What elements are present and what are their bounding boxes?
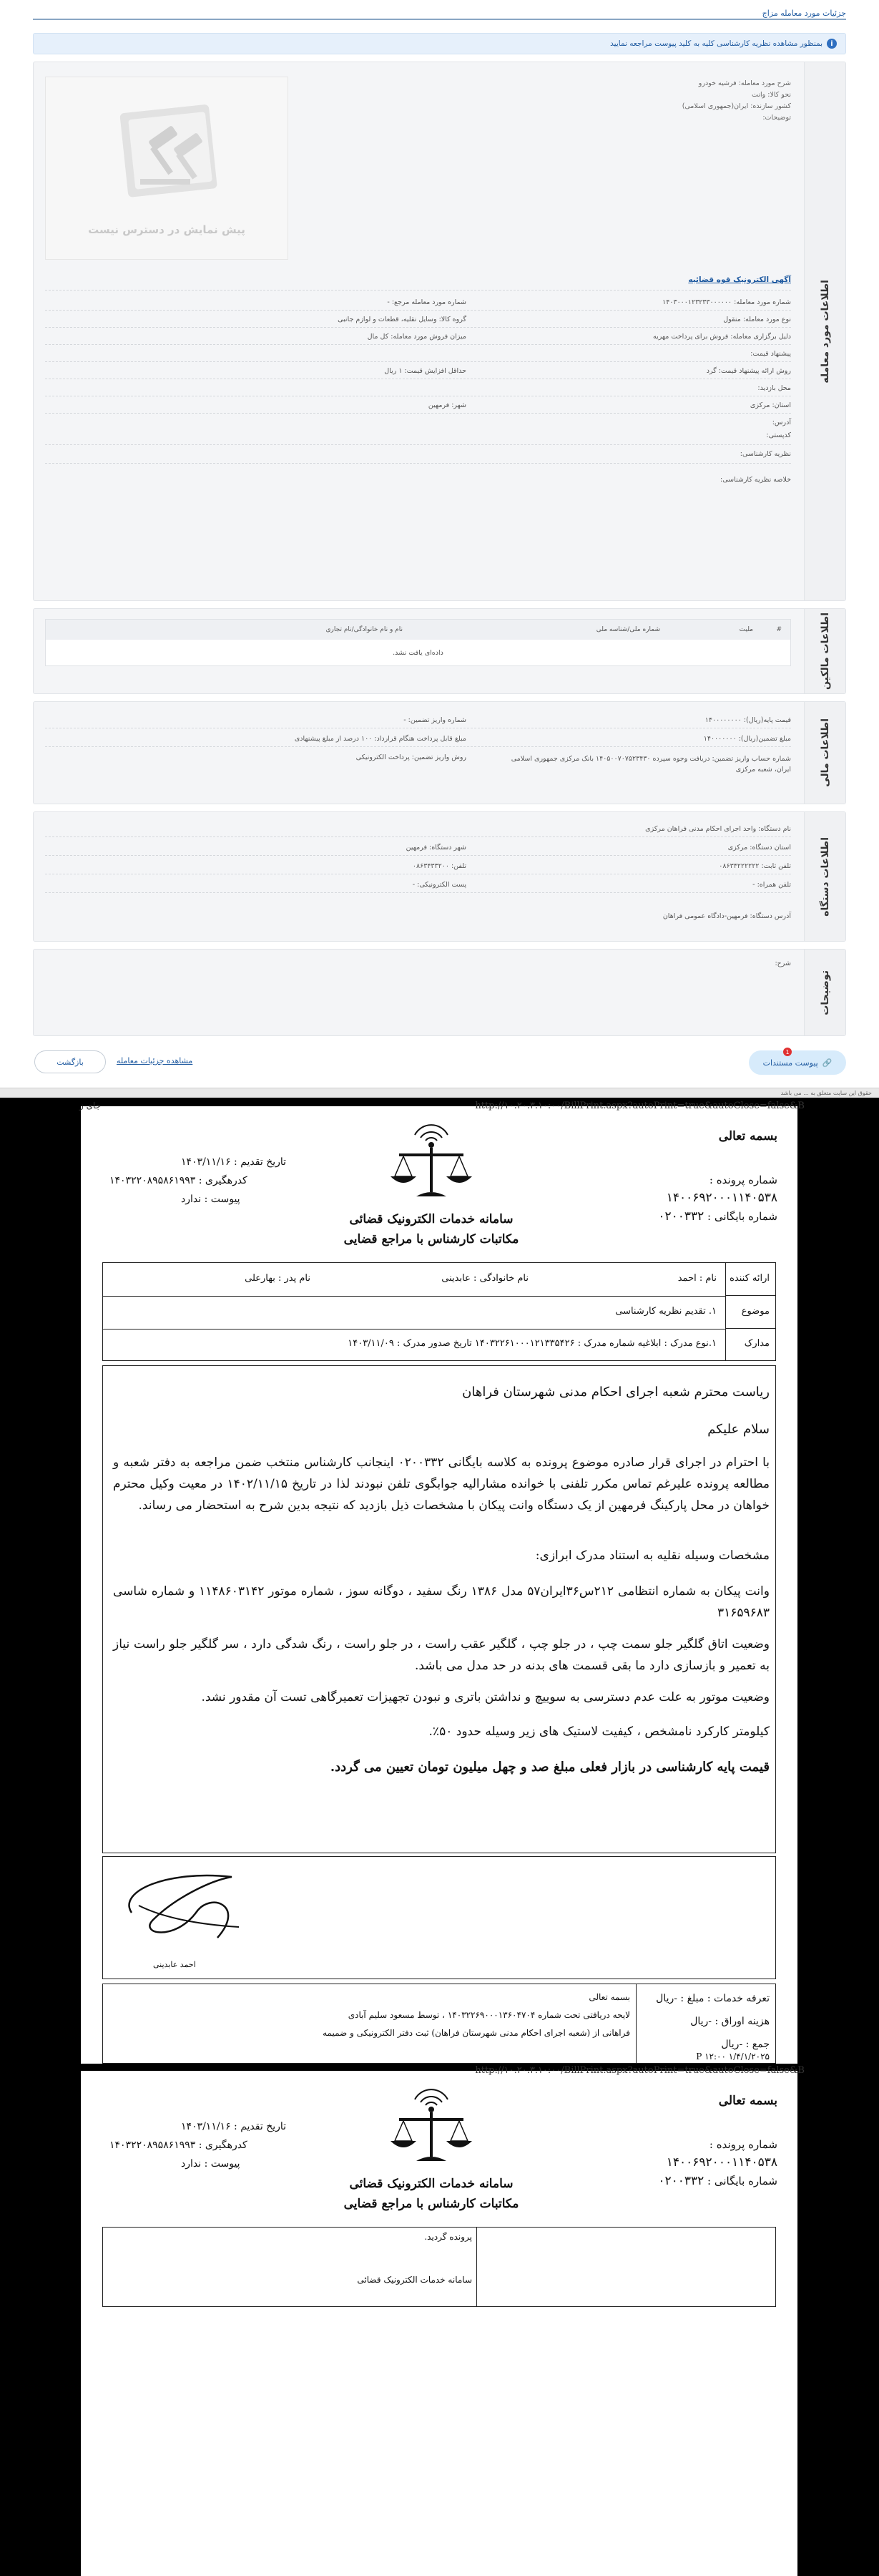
notice-bar xyxy=(33,33,846,54)
docs-value: ۱.نوع مدرک : ابلاغیه شماره مدرک : ۱۴۰۳۲۲۶۱۰۰۰۱۲۱۳۳۵۴۲۶ تاریخ صدور مدرک : ۱۴۰۳/۱۱/۰۹ xyxy=(348,1338,717,1349)
back-button[interactable]: بازگشت xyxy=(34,1050,106,1073)
page-title: جزئیات مورد معامله مزاج xyxy=(762,9,846,18)
field-landline: تلفن ثابت: ۰۸۶۳۴۲۲۲۲۲۲ xyxy=(719,862,791,870)
field-visit-place: محل بازدید: xyxy=(757,384,791,392)
attachments-label: پیوست مستندات xyxy=(762,1058,818,1068)
presenter-label: ارائه کننده xyxy=(730,1273,770,1284)
field-device-address: آدرس دستگاه: فرمهین-دادگاه عمومی فراهان xyxy=(662,912,791,920)
divider xyxy=(45,855,791,856)
divider xyxy=(45,327,791,328)
deal-description: شرح مورد معامله: فرشیه خودرو نحو کالا: وانت کشور سازنده: ایران(جمهوری اسلامی) توضیحات: xyxy=(682,79,791,122)
field-expert-opinion: نظریه کارشناسی: xyxy=(740,450,791,458)
deal-details-page xyxy=(0,0,879,1095)
divider xyxy=(45,344,791,345)
presenter-family: نام خانوادگی : عابدینی xyxy=(441,1273,529,1284)
cell xyxy=(476,2228,775,2306)
section-description xyxy=(33,949,846,1036)
paragraph-price: قیمت پایه کارشناسی در بازار فعلی مبلغ صد و چهل میلیون تومان تعیین می گردد. xyxy=(330,1760,770,1775)
service-fee: تعرفه خدمات : مبلغ : -ریال xyxy=(656,1993,770,2004)
case-number-value-2: ۱۴۰۰۶۹۲۰۰۰۱۱۴۰۵۳۸ xyxy=(666,2155,777,2170)
field-device-name: نام دستگاه: واحد اجرای احکام مدنی فراهان مرکزی xyxy=(645,825,791,833)
paragraph-body-condition: وضعیت اتاق گلگیر جلو سمت چپ ، در جلو چپ ، گلگیر عقب راست ، در جلو راست ، رنگ شدگی دارد ، سر گلگیر جلو راست نیاز به تعمیر و بازسازی دارد ما بقی قسمت های بدنه در حد مدل می باشد. xyxy=(113,1637,770,1673)
paragraph-specs-title: مشخصات وسیله نقلیه به استناد مدرک ابرازی: xyxy=(535,1548,770,1563)
col-nationality: ملیت xyxy=(739,626,753,633)
field-payment-method: روش واریز تضمین: پرداخت الکترونیکی xyxy=(355,753,466,761)
section-description-label: توضیحات xyxy=(804,950,845,1035)
document-viewer xyxy=(0,1098,879,2576)
field-min-increase: حداقل افزایش قیمت: ۱ ریال xyxy=(384,367,466,375)
field-goods-group: گروه کالا: وسایل نقلیه، قطعات و لوازم جانبی xyxy=(338,316,466,323)
signer-name: احمد عابدینی xyxy=(153,1960,196,1969)
subject-value: ۱. تقدیم نظریه کارشناسی xyxy=(615,1306,717,1317)
print-url: http://۱۰.۲۰.۳.۱۰:۰۰/BillPrint.aspx?autoPrint=true&autoClose=false&B xyxy=(475,1101,805,1111)
received-text: پرونده گردید. xyxy=(424,2232,472,2242)
section-deal-info xyxy=(33,62,846,601)
col-national-id: شماره ملی/شناسه ملی xyxy=(596,626,660,633)
presenter-name: نام : احمد xyxy=(677,1273,717,1284)
field-deal-reason: دلیل برگزاری معامله: فروش برای پرداخت مهریه xyxy=(652,333,791,341)
subject-label: موضوع xyxy=(741,1306,770,1317)
chop-mark: جای ز xyxy=(79,1101,102,1111)
footer-band: حقوق این سایت متعلق به ... می باشد xyxy=(0,1088,879,1098)
office-name-2: مکاتبات کارشناس با مراجع قضایی xyxy=(343,2197,519,2211)
paragraph-vehicle: وانت پیکان به شماره انتظامی ۲۱۲س۳۶ایران۵۷ مدل ۱۳۸۶ رنگ سفید ، دوگانه سوز ، شماره موتور ۱۱۴۸۶۰۳۱۴۲ و شماره شاسی ۳۱۶۵۹۶۸۳ xyxy=(113,1584,770,1620)
paragraph-tires: کیلومتر کارکرد نامشخص ، کیفیت لاستیک های زیر وسیله حدود ۵۰٪. xyxy=(428,1724,770,1739)
greeting: سلام علیکم xyxy=(707,1422,770,1437)
field-base-price: قیمت پایه(ریال): ۱۴۰۰۰۰۰۰۰۰ xyxy=(704,716,791,724)
signature-box xyxy=(102,1856,776,1979)
field-deal-type: نوع مورد معامله: منقول xyxy=(723,316,791,323)
system-name: سامانه خدمات الکترونیک قضائی xyxy=(349,1212,514,1226)
image-placeholder xyxy=(45,77,288,260)
tracking-code-2: کدرهگیری : ۱۴۰۳۲۲۰۸۹۵۸۶۱۹۹۳ xyxy=(109,2140,247,2151)
divider xyxy=(45,361,791,362)
field-guarantee-number: شماره واریز تضمین: - xyxy=(403,716,466,724)
field-city: شهر: فرمهین xyxy=(428,401,466,409)
section-device-label: اطلاعات دستگاه xyxy=(804,812,845,941)
attachment-info: پیوست : ندارد xyxy=(181,1194,240,1205)
receipt-continuation-box xyxy=(102,2227,776,2307)
field-ref-number: شماره مورد معامله مرجع: - xyxy=(387,298,466,306)
case-number-label-2: شماره پرونده : xyxy=(709,2138,777,2151)
fees-receipt-box xyxy=(102,1984,776,2064)
info-table xyxy=(102,1262,776,1361)
section-owners xyxy=(33,608,846,694)
page-mark: of ۱ xyxy=(82,2046,97,2057)
col-name: نام و نام خانوادگی/نام تجاری xyxy=(325,626,403,633)
print-timestamp: ۱/۴/۱/۲۰۲۵ ۱۲:۰۰ P xyxy=(696,2051,770,2062)
presenter-father: نام پدر : بهارعلی xyxy=(245,1273,310,1284)
field-phone: تلفن: ۰۸۶۳۴۳۳۲۰۰ xyxy=(412,862,466,870)
case-number-label: شماره پرونده : xyxy=(709,1174,777,1186)
tracking-code: کدرهگیری : ۱۴۰۳۲۲۰۸۹۵۸۶۱۹۹۳ xyxy=(109,1175,247,1186)
section-device xyxy=(33,811,846,942)
section-deal-label: اطلاعات مورد معامله xyxy=(804,62,845,600)
section-owners-label: اطلاعات مالکین xyxy=(804,609,845,693)
field-address: آدرس: xyxy=(772,419,791,426)
archive-line: شماره بایگانی : ۰۲۰۰۳۳۲ xyxy=(658,1209,777,1224)
attachments-count-badge: 1 xyxy=(783,1048,792,1056)
submission-date-2: تاریخ تقدیم : ۱۴۰۳/۱۱/۱۶ xyxy=(181,2121,287,2132)
paper-cost: هزینه اوراق : -ریال xyxy=(690,2016,770,2027)
attachment-icon: 🔗 xyxy=(822,1058,833,1068)
field-device-city: شهر دستگاه: فرمهین xyxy=(406,844,466,852)
section-finance xyxy=(33,701,846,804)
field-sale-amount: میزان فروش مورد معامله: کل مال xyxy=(367,333,466,341)
signature-image xyxy=(110,1863,253,1956)
section-finance-label: اطلاعات مالی xyxy=(804,702,845,804)
gavel-image-icon xyxy=(106,100,227,208)
archive-line-2: شماره بایگانی : ۰۲۰۰۳۳۲ xyxy=(658,2174,777,2188)
divider xyxy=(45,463,791,464)
cell xyxy=(103,1329,725,1330)
field-payable-amount: مبلغ قابل پرداخت هنگام قرارداد: ۱۰۰ درصد از مبلغ پیشنهادی xyxy=(294,735,466,743)
system-text: سامانه خدمات الکترونیک قضائی xyxy=(357,2275,472,2285)
letter-body xyxy=(102,1365,776,1853)
salutation: ریاست محترم شعبه اجرای احکام مدنی شهرستان فراهان xyxy=(462,1385,770,1400)
divider xyxy=(45,836,791,837)
field-description: شرح: xyxy=(775,960,791,967)
divider xyxy=(45,310,791,311)
divider xyxy=(45,413,791,414)
submission-date: تاریخ تقدیم : ۱۴۰۳/۱۱/۱۶ xyxy=(181,1156,287,1168)
field-guarantee-amount: مبلغ تضمین(ریال): ۱۴۰۰۰۰۰۰۰ xyxy=(703,735,791,743)
view-deal-details-link[interactable]: مشاهده جزئیات معامله xyxy=(117,1056,193,1065)
field-postal-code: کدپستی: xyxy=(766,431,791,439)
notice-text: بمنظور مشاهده نظریه کارشناسی کلیه به کلید پیوست مراجعه نمایید xyxy=(610,39,822,48)
image-caption: پیش نمایش در دسترس نیست xyxy=(88,223,245,236)
owners-table xyxy=(45,619,791,666)
field-opinion-summary: خلاصه نظریه کارشناسی: xyxy=(720,476,791,484)
divider xyxy=(45,290,791,291)
divider xyxy=(45,746,791,747)
field-deal-number: شماره مورد معامله: ۱۴۰۳۰۰۰۱۲۳۲۳۳۰۰۰۰۰۰ xyxy=(662,298,791,306)
attachment-info-2: پیوست : ندارد xyxy=(181,2158,240,2170)
judiciary-ad-link[interactable]: آگهی الکترونیک قوه قضائیه xyxy=(688,275,791,284)
paragraph-engine: وضعیت موتور به علت عدم دسترسی به سوییچ و نداشتن باتری و نبودن تجهیزات تعمیرگاهی تست آن مقدور نشد. xyxy=(201,1690,770,1704)
office-name: مکاتبات کارشناس با مراجع قضایی xyxy=(343,1232,519,1246)
system-name-2: سامانه خدمات الکترونیک قضائی xyxy=(349,2177,514,2191)
letter-page-1 xyxy=(79,1101,805,2064)
field-price-offer: پیشنهاد قیمت: xyxy=(750,350,791,358)
print-url-2: http://۱۰.۲۰.۳.۱۰:۰۰/BillPrint.aspx?autoPrint=true&autoClose=false&B xyxy=(475,2065,805,2076)
bismillah-2: بسمه تعالی xyxy=(718,2094,777,2108)
attachments-button[interactable] xyxy=(749,1050,846,1075)
title-divider xyxy=(33,19,846,20)
table-header xyxy=(46,620,790,640)
paragraph-intro: با احترام در اجرای قرار صادره موضوع پرونده به کلاسه بایگانی ۰۲۰۰۳۳۲ اینجانب کارشناس منتخب ضمن مراجعه به دفتر شعبه و مطالعه پرونده علیرغم تماس مکرر تلفنی با خوانده مشارالیه جوابگوی تلفن نبودند لذا در تاریخ ۱۴۰۲/۱۱/۱۵ در معیت وکیل محترم خواهان در محل پارکینگ فرمهین از یک دستگاه وانت پیکان با مشخصات ذیل بازدید که نتیجه بدین شرح به استحضار می رساند. xyxy=(113,1455,770,1513)
cell xyxy=(103,1296,725,1297)
divider xyxy=(45,892,791,893)
empty-message: داده‌ای یافت نشد. xyxy=(393,648,443,657)
bismillah: بسمه تعالی xyxy=(718,1129,777,1143)
scales-of-justice-logo xyxy=(385,1119,478,1205)
field-email: پست الکترونیکی: - xyxy=(412,881,466,889)
field-mobile: تلفن همراه: - xyxy=(752,881,791,889)
letter-page-2 xyxy=(81,2065,805,2576)
divider xyxy=(45,444,791,445)
field-province: استان: مرکزی xyxy=(750,401,791,409)
docs-label: مدارک xyxy=(744,1338,770,1349)
field-offer-method: روش ارائه پیشنهاد قیمت: گرد xyxy=(706,367,791,375)
info-icon: i xyxy=(827,39,837,49)
field-device-province: استان دستگاه: مرکزی xyxy=(727,844,791,852)
scales-of-justice-logo xyxy=(385,2084,478,2170)
total-cost: جمع : -ریال xyxy=(721,2039,770,2050)
field-account-number: شماره حساب واریز تضمین: دریافت وجوه سپرده ۱۴۰۵۰۰۷۰۷۵۲۳۴۳۰ بانک مرکزی جمهوری اسلامی ایران، شعبه مرکزی xyxy=(511,755,791,774)
case-number-value: ۱۴۰۰۶۹۲۰۰۰۱۱۴۰۵۳۸ xyxy=(666,1191,777,1205)
receipt-text: بسمه تعالی لایحه دریافتی تحت شماره ۱۴۰۳۲۲۶۹۰۰۰۱۳۶۰۴۷۰۴ ، توسط مسعود سلیم آبادی فراهانی از (شعبه اجرای احکام مدنی شهرستان فراهان) ثبت دفتر الکترونیکی و ضمیمه xyxy=(323,1992,630,2038)
col-index: # xyxy=(776,626,782,633)
